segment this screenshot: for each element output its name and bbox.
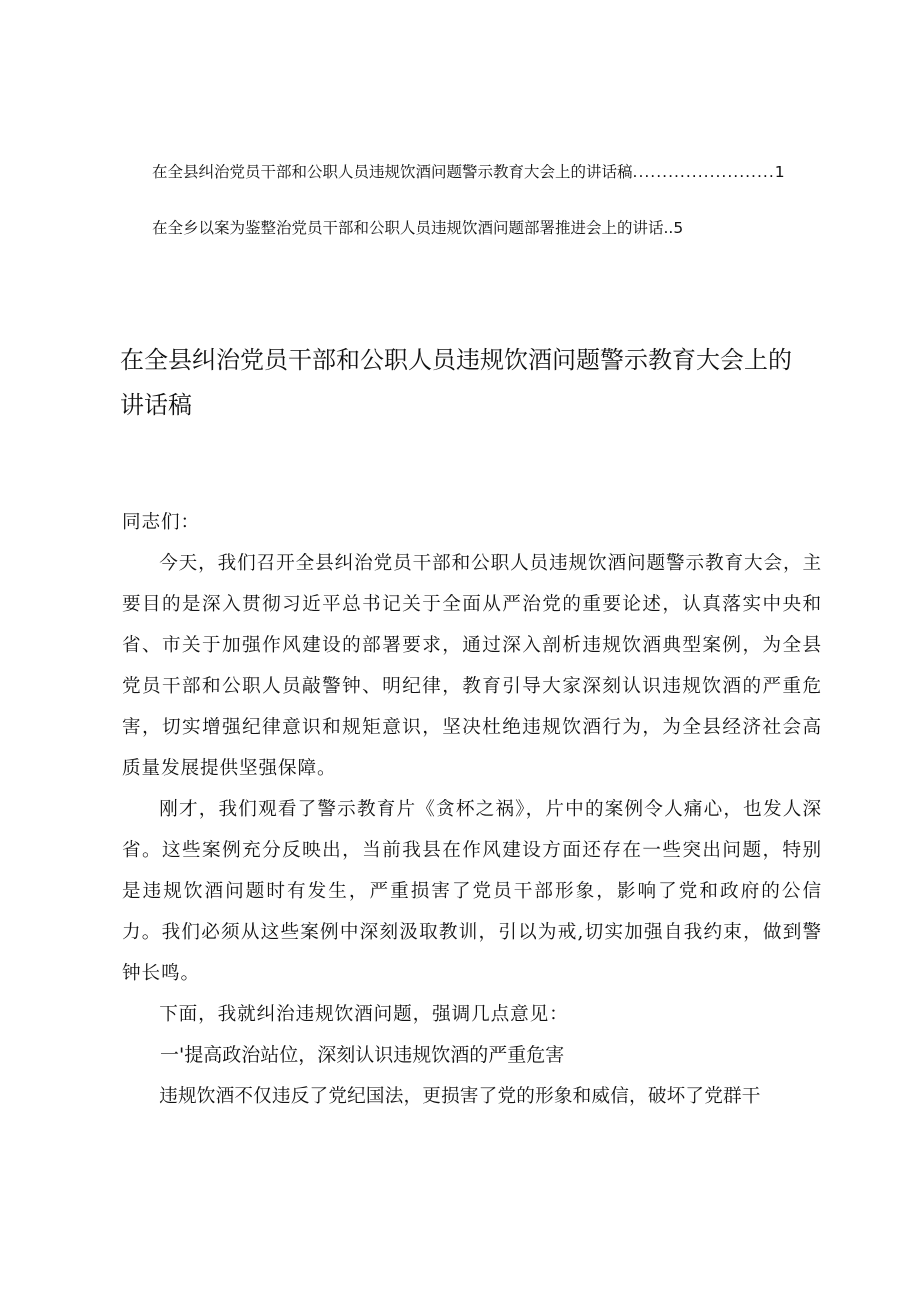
document-body <box>122 502 822 1117</box>
paragraph: 下面，我就纠治违规饮酒问题，强调几点意见： <box>159 1004 569 1025</box>
salutation: 同志们： <box>122 512 200 533</box>
section-heading: 一'提高政治站位，深刻认识违规饮酒的严重危害 <box>160 1044 565 1066</box>
paragraph: 今天，我们召开全县纠治党员干部和公职人员违规饮酒问题警示教育大会，主要目的是深入贯彻习近平总书记关于全面从严治党的重要论述，认真落实中央和省、市关于加强作风建设的部署要求，通过深入剖析违规饮酒典型案例，为全县党员干部和公职人员敲警钟、明纪律，教育引导大家深刻认识违规饮酒的严重危害，切实增强纪律意识和规矩意识，坚决杜绝违规饮酒行为，为全县经济社会高质量发展提供坚强保障。 <box>122 553 822 779</box>
toc-entry-title[interactable]: 在全县纠治党员干部和公职人员违规饮酒问题警示教育大会上的讲话稿 <box>152 163 633 181</box>
toc-entry-title[interactable]: 在全乡以案为鉴整治党员干部和公职人员违规饮酒问题部署推进会上的讲话.. <box>152 219 674 237</box>
toc-entry[interactable] <box>152 216 802 242</box>
table-of-contents <box>152 160 802 272</box>
document-title: 在全县纠治党员干部和公职人员违规饮酒问题警示教育大会上的讲话稿 <box>120 346 792 419</box>
paragraph: 违规饮酒不仅违反了党纪国法，更损害了党的形象和威信，破坏了党群干 <box>159 1086 761 1107</box>
toc-entry-page[interactable]: 5 <box>673 219 684 237</box>
paragraph: 刚才，我们观看了警示教育片《贪杯之祸》，片中的案例令人痛心，也发人深省。这些案例充分反映出，当前我县在作风建设方面还存在一些突出问题，特别是违规饮酒问题时有发生，严重损害了党员干部形象，影响了党和政府的公信力。我们必须从这些案例中深刻汲取教训，引以为戒,切实加强自我约束，做到警钟长鸣。 <box>122 799 822 984</box>
toc-entry[interactable] <box>152 160 802 186</box>
toc-entry-leader: ........................ <box>632 163 775 181</box>
toc-entry-page[interactable]: 1 <box>774 163 785 181</box>
